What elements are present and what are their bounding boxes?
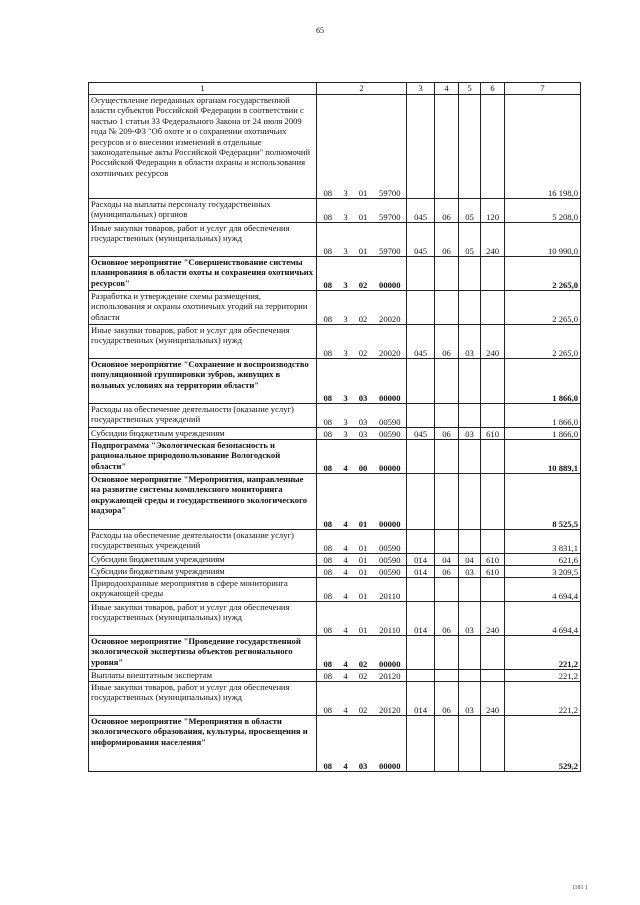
code-expense-type xyxy=(481,636,505,670)
code-ministry xyxy=(407,636,435,670)
row-name: Субсидии бюджетным учреждениям xyxy=(89,554,317,566)
table-row xyxy=(89,530,581,554)
header-col-1: 1 xyxy=(89,83,317,95)
code-podrazdel xyxy=(459,716,481,772)
code-expense-type: 610 xyxy=(481,566,505,578)
header-col-7: 7 xyxy=(505,83,581,95)
code-expense-type xyxy=(481,474,505,530)
code-program: 3 xyxy=(339,359,353,404)
code-subprogram: 02 xyxy=(353,257,374,291)
code-razdel: 06 xyxy=(435,325,459,359)
code-program: 4 xyxy=(339,578,353,602)
code-section: 08 xyxy=(317,440,339,474)
row-name: Иные закупки товаров, работ и услуг для обеспечения государственных (муниципальных) нужд xyxy=(89,325,317,359)
code-section: 08 xyxy=(317,359,339,404)
header-col-3: 3 xyxy=(407,83,435,95)
row-name: Субсидии бюджетным учреждениям xyxy=(89,428,317,440)
code-subprogram: 01 xyxy=(353,474,374,530)
row-name: Основное мероприятие "Совершенствование системы планирования в области охоты и сохранения охотничьих ресурсов" xyxy=(89,257,317,291)
row-amount: 16 198,0 xyxy=(505,95,581,199)
code-direction: 00000 xyxy=(374,257,407,291)
row-name: Основное мероприятие "Сохранение и воспроизводство популяционной группировки зубров, живущих в вольных условиях на территории области" xyxy=(89,359,317,404)
code-program: 3 xyxy=(339,291,353,325)
code-direction: 20120 xyxy=(374,682,407,716)
code-expense-type xyxy=(481,359,505,404)
row-amount: 4 694,4 xyxy=(505,578,581,602)
code-direction: 00590 xyxy=(374,530,407,554)
code-podrazdel: 04 xyxy=(459,554,481,566)
code-program: 3 xyxy=(339,257,353,291)
code-subprogram: 01 xyxy=(353,223,374,257)
code-ministry xyxy=(407,440,435,474)
row-amount: 221,2 xyxy=(505,682,581,716)
code-section: 08 xyxy=(317,257,339,291)
code-razdel xyxy=(435,670,459,682)
code-razdel: 06 xyxy=(435,223,459,257)
code-podrazdel xyxy=(459,404,481,428)
code-razdel xyxy=(435,440,459,474)
code-ministry: 045 xyxy=(407,325,435,359)
code-expense-type xyxy=(481,716,505,772)
code-podrazdel xyxy=(459,291,481,325)
code-expense-type: 610 xyxy=(481,554,505,566)
header-col-2: 2 xyxy=(317,83,407,95)
code-subprogram: 03 xyxy=(353,428,374,440)
table-row xyxy=(89,223,581,257)
code-razdel xyxy=(435,636,459,670)
table-header-row xyxy=(89,83,581,95)
code-ministry: 014 xyxy=(407,566,435,578)
code-expense-type xyxy=(481,257,505,291)
header-col-6: 6 xyxy=(481,83,505,95)
row-amount: 10 889,1 xyxy=(505,440,581,474)
code-subprogram: 00 xyxy=(353,440,374,474)
row-name: Основное мероприятие "Мероприятия, направленные на развитие системы комплексного мониторинга окружающей среды и государственного экологического надзора" xyxy=(89,474,317,530)
code-expense-type xyxy=(481,670,505,682)
code-razdel: 06 xyxy=(435,602,459,636)
code-direction: 59700 xyxy=(374,95,407,199)
code-subprogram: 02 xyxy=(353,670,374,682)
row-name: Иные закупки товаров, работ и услуг для обеспечения государственных (муниципальных) нужд xyxy=(89,682,317,716)
table-row xyxy=(89,95,581,199)
page-number: 65 xyxy=(316,26,324,35)
code-section: 08 xyxy=(317,325,339,359)
code-section: 08 xyxy=(317,530,339,554)
code-section: 08 xyxy=(317,291,339,325)
code-section: 08 xyxy=(317,428,339,440)
row-name: Разработка и утверждение схемы размещения, использования и охраны охотничьих угодий на территории области xyxy=(89,291,317,325)
code-subprogram: 02 xyxy=(353,636,374,670)
row-name: Осуществление переданных органам государственной власти субъектов Российской Федерации в соответствии с частью 1 статьи 33 Федерального Закона от 24 июля 2009 года № 209-ФЗ "Об охоте и о сохранении охотничьих ресурсов и о внесении изменений в отдельные законодательные акты Российской Федерации" полномочий Российской Федерации в области охраны и использования охотничьих ресурсов xyxy=(89,95,317,199)
table-row xyxy=(89,199,581,223)
code-ministry xyxy=(407,578,435,602)
code-program: 3 xyxy=(339,404,353,428)
code-program: 4 xyxy=(339,440,353,474)
row-amount: 221,2 xyxy=(505,636,581,670)
code-expense-type xyxy=(481,440,505,474)
row-amount: 3 209,5 xyxy=(505,566,581,578)
code-direction: 00000 xyxy=(374,474,407,530)
code-podrazdel xyxy=(459,530,481,554)
code-expense-type: 610 xyxy=(481,428,505,440)
code-razdel xyxy=(435,578,459,602)
code-podrazdel: 03 xyxy=(459,602,481,636)
code-ministry xyxy=(407,530,435,554)
code-program: 4 xyxy=(339,474,353,530)
header-col-5: 5 xyxy=(459,83,481,95)
code-expense-type: 240 xyxy=(481,682,505,716)
code-expense-type: 240 xyxy=(481,325,505,359)
row-name: Иные закупки товаров, работ и услуг для обеспечения государственных (муниципальных) нужд xyxy=(89,223,317,257)
code-section: 08 xyxy=(317,95,339,199)
code-section: 08 xyxy=(317,670,339,682)
code-subprogram: 03 xyxy=(353,404,374,428)
code-subprogram: 01 xyxy=(353,578,374,602)
code-ministry xyxy=(407,670,435,682)
code-section: 08 xyxy=(317,404,339,428)
table-row xyxy=(89,440,581,474)
code-subprogram: 02 xyxy=(353,325,374,359)
code-subprogram: 01 xyxy=(353,530,374,554)
table-row xyxy=(89,554,581,566)
table-row xyxy=(89,566,581,578)
table-row xyxy=(89,404,581,428)
code-direction: 59700 xyxy=(374,199,407,223)
code-subprogram: 01 xyxy=(353,199,374,223)
code-ministry: 014 xyxy=(407,602,435,636)
row-name: Субсидии бюджетным учреждениям xyxy=(89,566,317,578)
code-ministry: 045 xyxy=(407,223,435,257)
code-ministry xyxy=(407,291,435,325)
row-name: Основное мероприятие "Проведение государственной экологической экспертизы объектов регионального уровня" xyxy=(89,636,317,670)
code-section: 08 xyxy=(317,223,339,257)
code-section: 08 xyxy=(317,566,339,578)
code-podrazdel xyxy=(459,359,481,404)
code-subprogram: 02 xyxy=(353,682,374,716)
code-razdel: 06 xyxy=(435,682,459,716)
row-amount: 1 866,0 xyxy=(505,359,581,404)
code-section: 08 xyxy=(317,474,339,530)
code-razdel: 06 xyxy=(435,566,459,578)
code-podrazdel: 03 xyxy=(459,325,481,359)
row-name: Расходы на выплаты персоналу государственных (муниципальных) органов xyxy=(89,199,317,223)
code-ministry: 045 xyxy=(407,199,435,223)
code-program: 4 xyxy=(339,682,353,716)
code-direction: 20120 xyxy=(374,670,407,682)
code-program: 3 xyxy=(339,325,353,359)
code-direction: 00000 xyxy=(374,359,407,404)
code-direction: 00000 xyxy=(374,716,407,772)
code-subprogram: 01 xyxy=(353,95,374,199)
code-ministry xyxy=(407,404,435,428)
budget-table xyxy=(88,82,581,772)
code-direction: 00000 xyxy=(374,636,407,670)
code-podrazdel: 05 xyxy=(459,199,481,223)
code-expense-type xyxy=(481,95,505,199)
code-podrazdel: 05 xyxy=(459,223,481,257)
row-amount: 3 831,1 xyxy=(505,530,581,554)
code-razdel xyxy=(435,474,459,530)
code-razdel xyxy=(435,716,459,772)
table-row xyxy=(89,716,581,772)
code-program: 4 xyxy=(339,716,353,772)
code-ministry xyxy=(407,95,435,199)
row-name: Основное мероприятие "Мероприятия в области экологического образования, культуры, просвещения и информирования населения" xyxy=(89,716,317,772)
code-program: 4 xyxy=(339,566,353,578)
code-razdel xyxy=(435,291,459,325)
code-razdel xyxy=(435,530,459,554)
code-ministry xyxy=(407,716,435,772)
code-direction: 00590 xyxy=(374,554,407,566)
row-amount: 2 265,0 xyxy=(505,291,581,325)
code-section: 08 xyxy=(317,578,339,602)
code-direction: 20110 xyxy=(374,578,407,602)
code-podrazdel xyxy=(459,578,481,602)
table-row xyxy=(89,257,581,291)
row-name: Подпрограмма "Экологическая безопасность и рациональное природопользование Вологодской области" xyxy=(89,440,317,474)
code-razdel xyxy=(435,359,459,404)
row-amount: 8 525,5 xyxy=(505,474,581,530)
code-section: 08 xyxy=(317,716,339,772)
code-direction: 20020 xyxy=(374,325,407,359)
row-name: Расходы на обеспечение деятельности (оказание услуг) государственных учреждений xyxy=(89,530,317,554)
code-direction: 59700 xyxy=(374,223,407,257)
table-row xyxy=(89,578,581,602)
row-amount: 2 265,0 xyxy=(505,257,581,291)
code-section: 08 xyxy=(317,602,339,636)
code-podrazdel: 03 xyxy=(459,428,481,440)
table-row xyxy=(89,359,581,404)
code-ministry: 045 xyxy=(407,428,435,440)
code-podrazdel xyxy=(459,95,481,199)
code-expense-type xyxy=(481,578,505,602)
code-podrazdel xyxy=(459,670,481,682)
code-subprogram: 02 xyxy=(353,291,374,325)
code-direction: 00000 xyxy=(374,440,407,474)
code-program: 3 xyxy=(339,95,353,199)
code-section: 08 xyxy=(317,199,339,223)
code-razdel xyxy=(435,95,459,199)
table-row xyxy=(89,670,581,682)
row-amount: 2 265,0 xyxy=(505,325,581,359)
table-row xyxy=(89,428,581,440)
code-section: 08 xyxy=(317,636,339,670)
code-subprogram: 01 xyxy=(353,566,374,578)
code-ministry xyxy=(407,359,435,404)
code-direction: 20110 xyxy=(374,602,407,636)
table-row xyxy=(89,291,581,325)
code-expense-type: 120 xyxy=(481,199,505,223)
code-ministry xyxy=(407,474,435,530)
code-program: 4 xyxy=(339,530,353,554)
code-razdel: 06 xyxy=(435,199,459,223)
code-program: 4 xyxy=(339,554,353,566)
row-name: Природоохранные мероприятия в сфере мониторинга окружающей среды xyxy=(89,578,317,602)
code-podrazdel: 03 xyxy=(459,566,481,578)
footer-mark: 1181 1 xyxy=(571,885,588,891)
row-amount: 5 208,0 xyxy=(505,199,581,223)
row-amount: 1 866,0 xyxy=(505,404,581,428)
code-direction: 00590 xyxy=(374,404,407,428)
row-amount: 529,2 xyxy=(505,716,581,772)
code-subprogram: 03 xyxy=(353,716,374,772)
code-program: 3 xyxy=(339,428,353,440)
code-program: 3 xyxy=(339,199,353,223)
row-amount: 1 866,0 xyxy=(505,428,581,440)
row-amount: 221,2 xyxy=(505,670,581,682)
code-subprogram: 03 xyxy=(353,359,374,404)
code-podrazdel xyxy=(459,474,481,530)
code-ministry: 014 xyxy=(407,554,435,566)
code-program: 4 xyxy=(339,636,353,670)
code-program: 3 xyxy=(339,223,353,257)
code-expense-type xyxy=(481,291,505,325)
code-razdel: 06 xyxy=(435,428,459,440)
code-program: 4 xyxy=(339,670,353,682)
code-direction: 00590 xyxy=(374,566,407,578)
row-amount: 621,6 xyxy=(505,554,581,566)
code-subprogram: 01 xyxy=(353,554,374,566)
code-podrazdel xyxy=(459,257,481,291)
row-amount: 10 990,0 xyxy=(505,223,581,257)
header-col-4: 4 xyxy=(435,83,459,95)
code-razdel: 04 xyxy=(435,554,459,566)
code-podrazdel: 03 xyxy=(459,682,481,716)
code-ministry: 014 xyxy=(407,682,435,716)
code-podrazdel xyxy=(459,636,481,670)
table-row xyxy=(89,602,581,636)
code-section: 08 xyxy=(317,682,339,716)
code-razdel xyxy=(435,404,459,428)
table-row xyxy=(89,325,581,359)
row-name: Иные закупки товаров, работ и услуг для обеспечения государственных (муниципальных) нужд xyxy=(89,602,317,636)
code-ministry xyxy=(407,257,435,291)
code-direction: 20020 xyxy=(374,291,407,325)
table-row xyxy=(89,474,581,530)
code-expense-type: 240 xyxy=(481,602,505,636)
code-subprogram: 01 xyxy=(353,602,374,636)
code-expense-type xyxy=(481,530,505,554)
row-amount: 4 694,4 xyxy=(505,602,581,636)
table-row xyxy=(89,682,581,716)
code-razdel xyxy=(435,257,459,291)
code-section: 08 xyxy=(317,554,339,566)
code-podrazdel xyxy=(459,440,481,474)
code-direction: 00590 xyxy=(374,428,407,440)
code-expense-type: 240 xyxy=(481,223,505,257)
table-row xyxy=(89,636,581,670)
code-program: 4 xyxy=(339,602,353,636)
row-name: Выплаты внештатным экспертам xyxy=(89,670,317,682)
row-name: Расходы на обеспечение деятельности (оказание услуг) государственных учреждений xyxy=(89,404,317,428)
code-expense-type xyxy=(481,404,505,428)
